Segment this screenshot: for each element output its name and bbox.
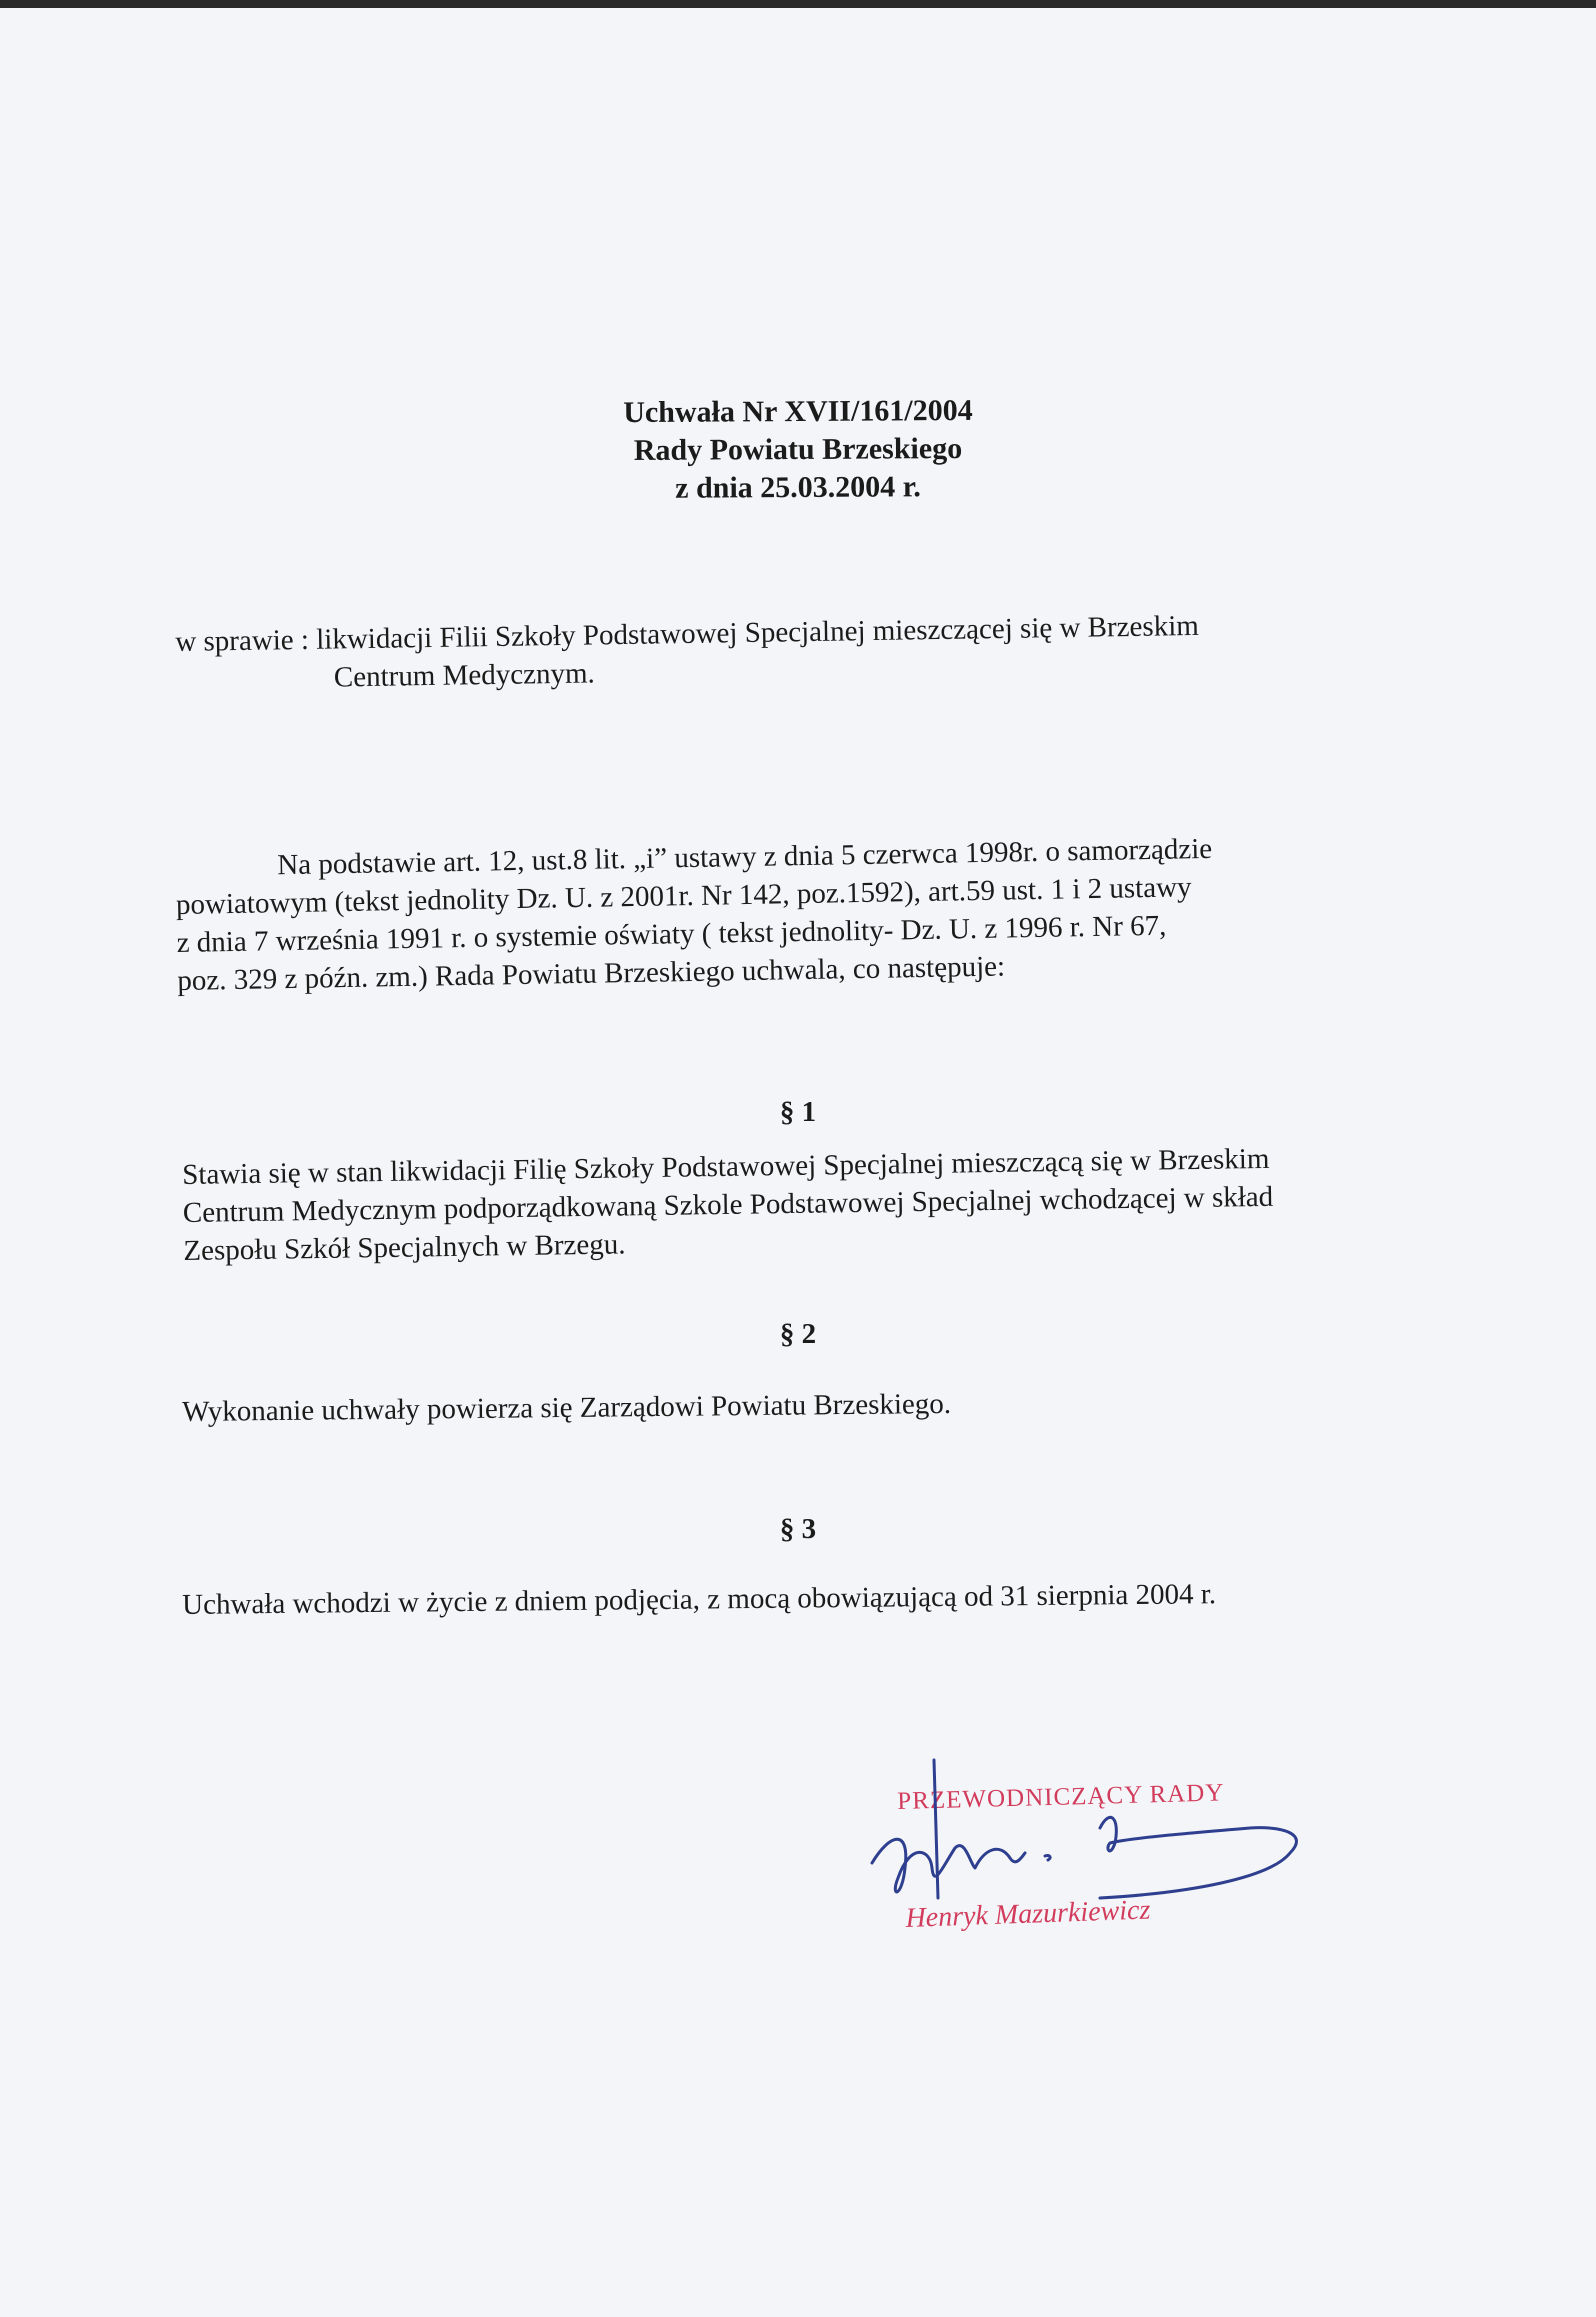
subject-line-2: Centrum Medycznym. [333, 657, 596, 694]
section-2-mark: § 2 [779, 1318, 817, 1350]
section-3-line-1: Uchwała wchodzi w życie z dniem podjęcia, z mocą obowiązującą od 31 sierpnia 2004 r. [182, 1578, 1217, 1621]
handwritten-signature [860, 1748, 1330, 1968]
section-2-line-1: Wykonanie uchwały powierza się Zarządowi Powiatu Brzeskiego. [182, 1387, 952, 1428]
section-3-mark: § 3 [779, 1513, 817, 1545]
preamble-line-3: z dnia 7 września 1991 r. o systemie oświaty ( tekst jednolity- Dz. U. z 1996 r. Nr 67, [176, 909, 1167, 959]
preamble-line-4: poz. 329 z późn. zm.) Rada Powiatu Brzeskiego uchwala, co następuje: [177, 950, 1006, 997]
document-page [0, 8, 1596, 2317]
legal-basis-preamble [175, 827, 1357, 1000]
section-3-text [182, 1572, 1482, 1624]
scan-top-edge [0, 0, 1596, 8]
resolution-date: z dnia 25.03.2004 r. [675, 470, 921, 505]
section-2-text [182, 1379, 1482, 1431]
chairman-stamp-name: Henryk Mazurkiewicz [905, 1894, 1151, 1934]
resolution-number: Uchwała Nr XVII/161/2004 [623, 393, 973, 430]
chairman-stamp-title: PRZEWODNICZĄCY RADY [897, 1779, 1225, 1815]
resolution-subject [175, 603, 1476, 699]
section-1-text [182, 1137, 1484, 1270]
resolution-header [0, 393, 1596, 507]
subject-line-1: w sprawie : likwidacji Filii Szkoły Podstawowej Specjalnej mieszczącej się w Brzeskim [175, 609, 1200, 658]
council-name: Rady Powiatu Brzeskiego [633, 431, 963, 468]
preamble-line-1: Na podstawie art. 12, ust.8 lit. „i” ustawy z dnia 5 czerwca 1998r. o samorządzie [277, 832, 1213, 882]
preamble-line-2: powiatowym (tekst jednolity Dz. U. z 2001r. Nr 142, poz.1592), art.59 ust. 1 i 2 ustawy [175, 871, 1192, 921]
section-1-line-1: Stawia się w stan likwidacji Filię Szkoły Podstawowej Specjalnej mieszczącą się w Brzeskim [182, 1142, 1270, 1191]
section-1-mark: § 1 [779, 1096, 817, 1128]
section-1-line-2: Centrum Medycznym podporządkowaną Szkole Podstawowej Specjalnej wchodzącej w skład [182, 1180, 1274, 1229]
section-1-line-3: Zespołu Szkół Specjalnych w Brzegu. [183, 1228, 626, 1267]
